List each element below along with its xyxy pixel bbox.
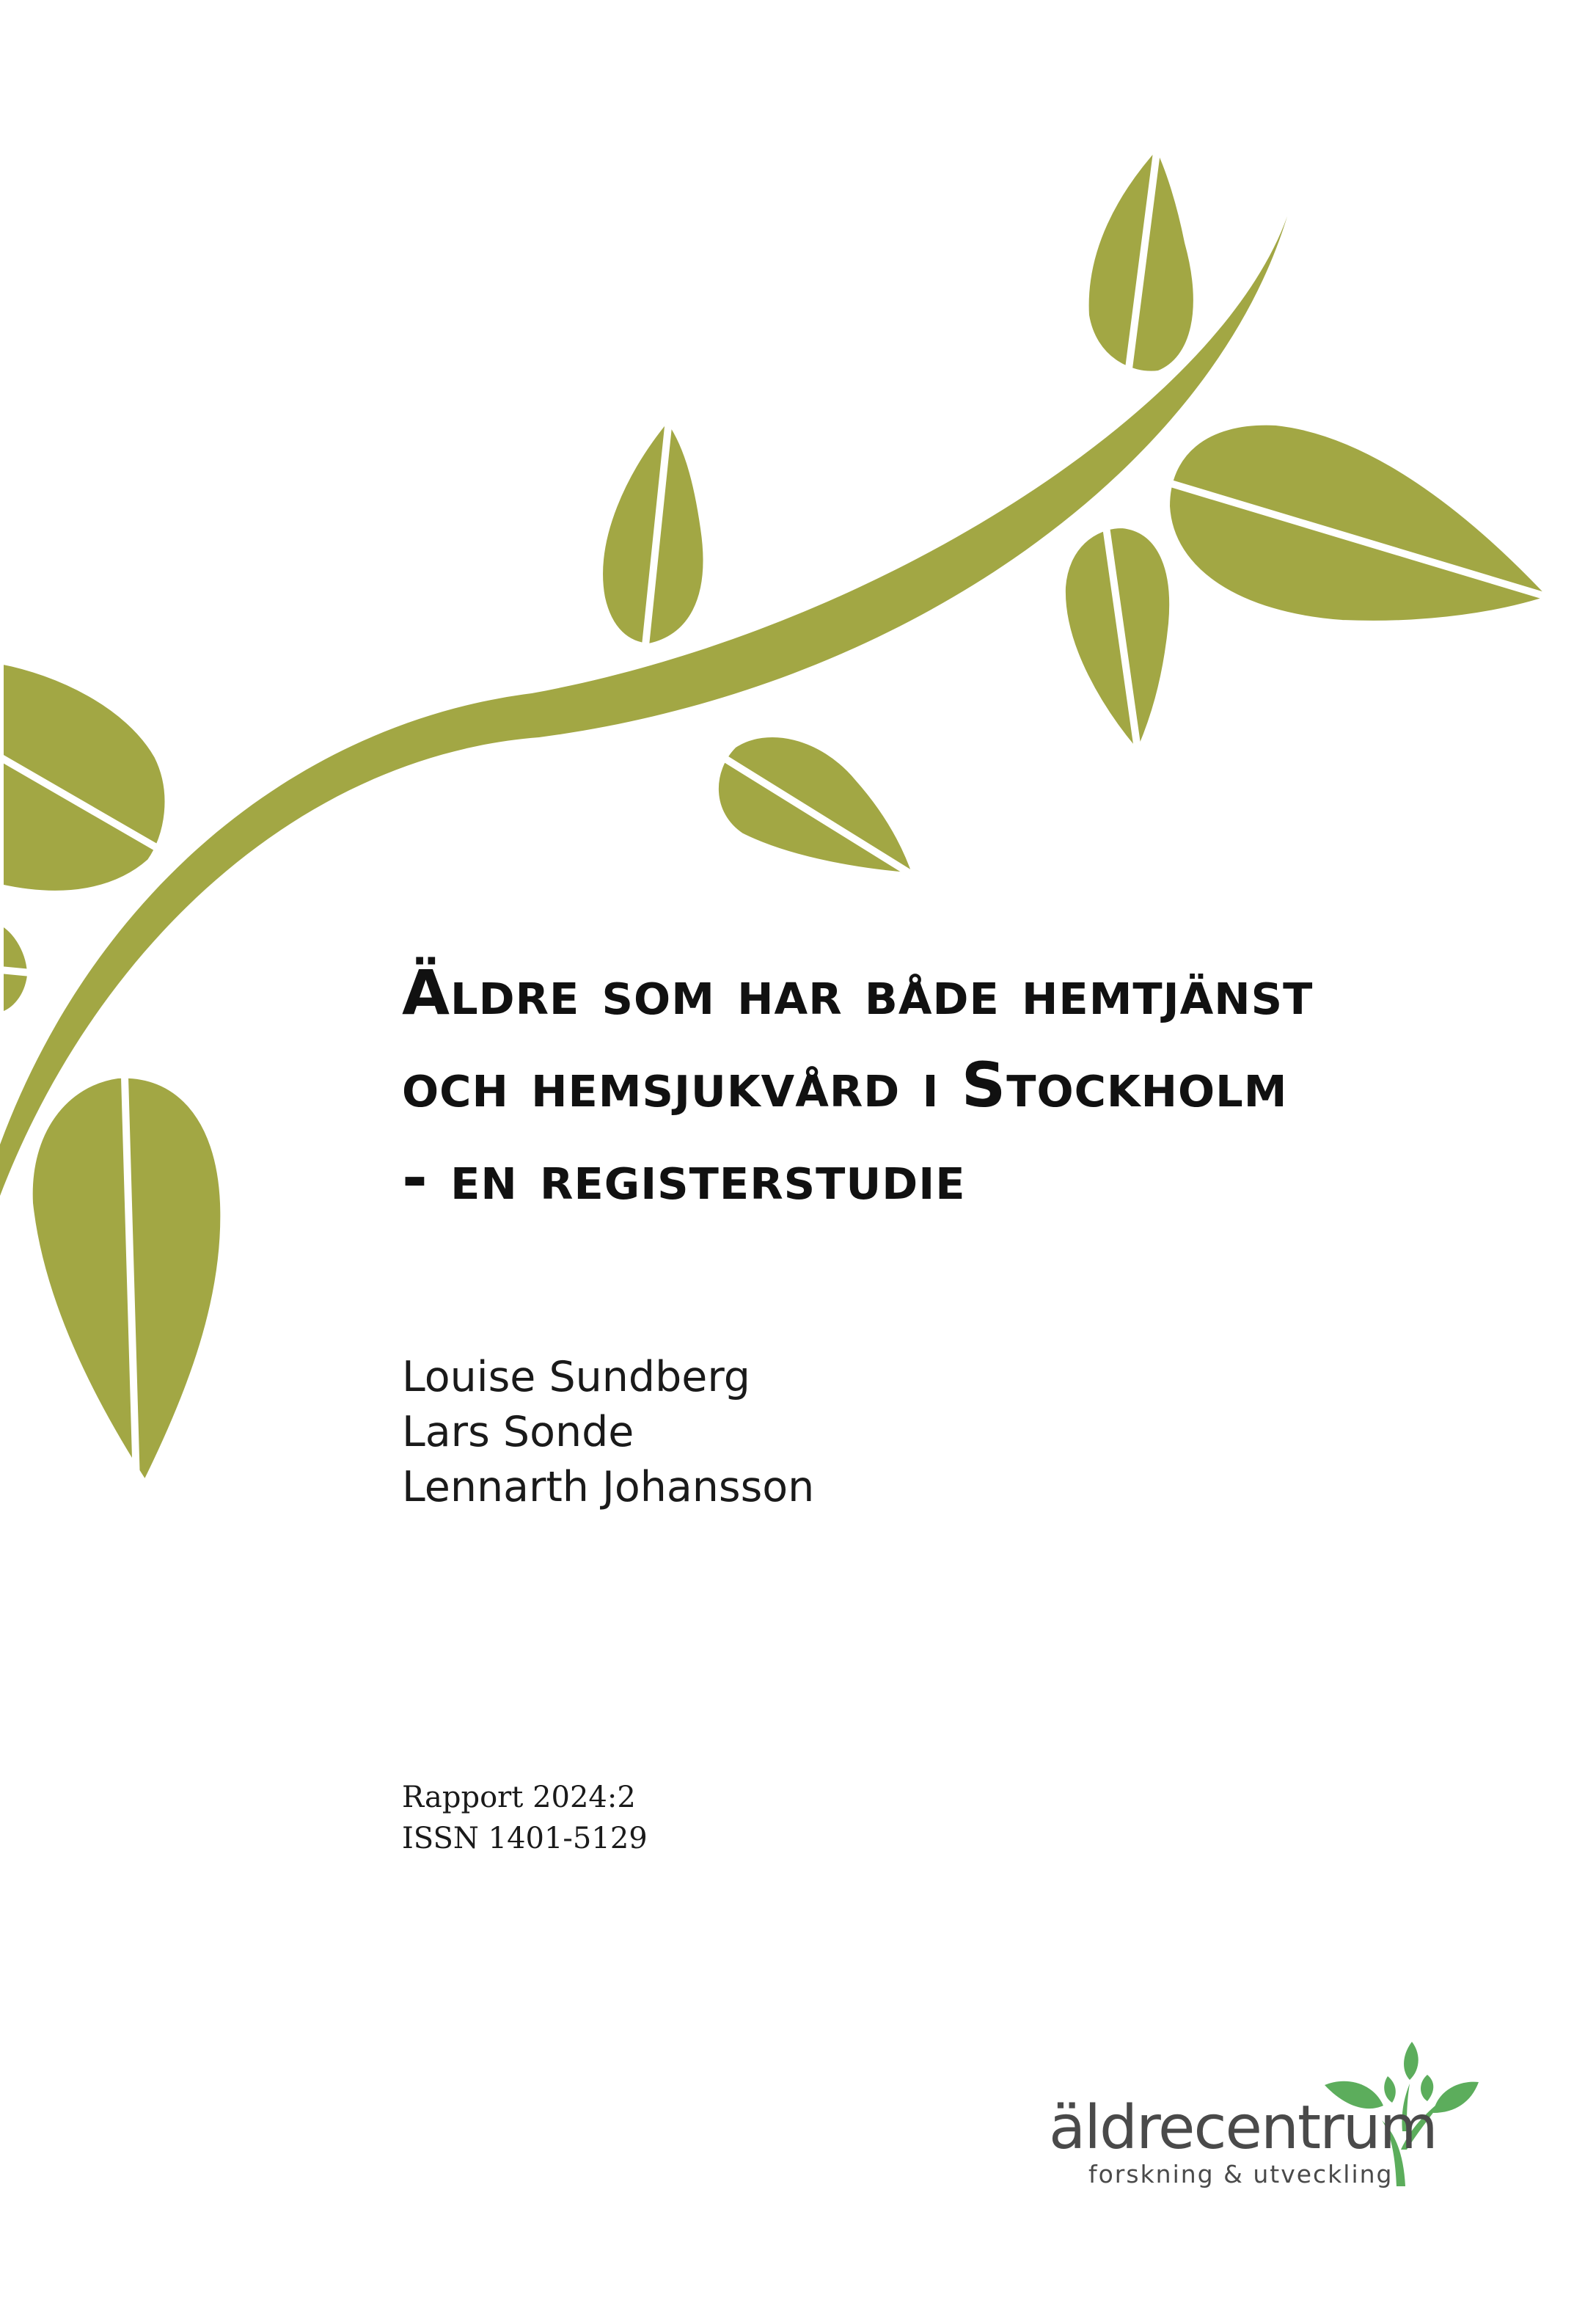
report-title-line-2: och hemsjukvård i Stockholm: [402, 1049, 1288, 1121]
leaf-upper-middle: [599, 417, 706, 647]
report-title-line-3: - en registerstudie: [402, 1142, 966, 1213]
author-list: [402, 1350, 814, 1515]
report-title-line-1: Äldre som har både hemtjänst: [402, 957, 1314, 1029]
aldrecentrum-logo: [1049, 2040, 1489, 2201]
logo-name: äldrecentrum: [1049, 2093, 1437, 2163]
leaf-right-middle: [1062, 525, 1173, 756]
author-name: Lennarth Johansson: [402, 1463, 815, 1511]
leaf-left-upper: [0, 660, 168, 894]
report-issn: ISSN 1401-5129: [402, 1822, 648, 1855]
author-name: Lars Sonde: [402, 1408, 634, 1456]
report-number: Rapport 2024:2: [402, 1781, 636, 1814]
author-name: Louise Sundberg: [402, 1353, 750, 1401]
leaf-big-right: [1166, 422, 1553, 624]
logo-tagline: forskning & utveckling: [1088, 2160, 1394, 2188]
report-info: [402, 1777, 648, 1859]
report-title: [402, 946, 1546, 1224]
leaf-left-small-vein: [0, 970, 31, 973]
